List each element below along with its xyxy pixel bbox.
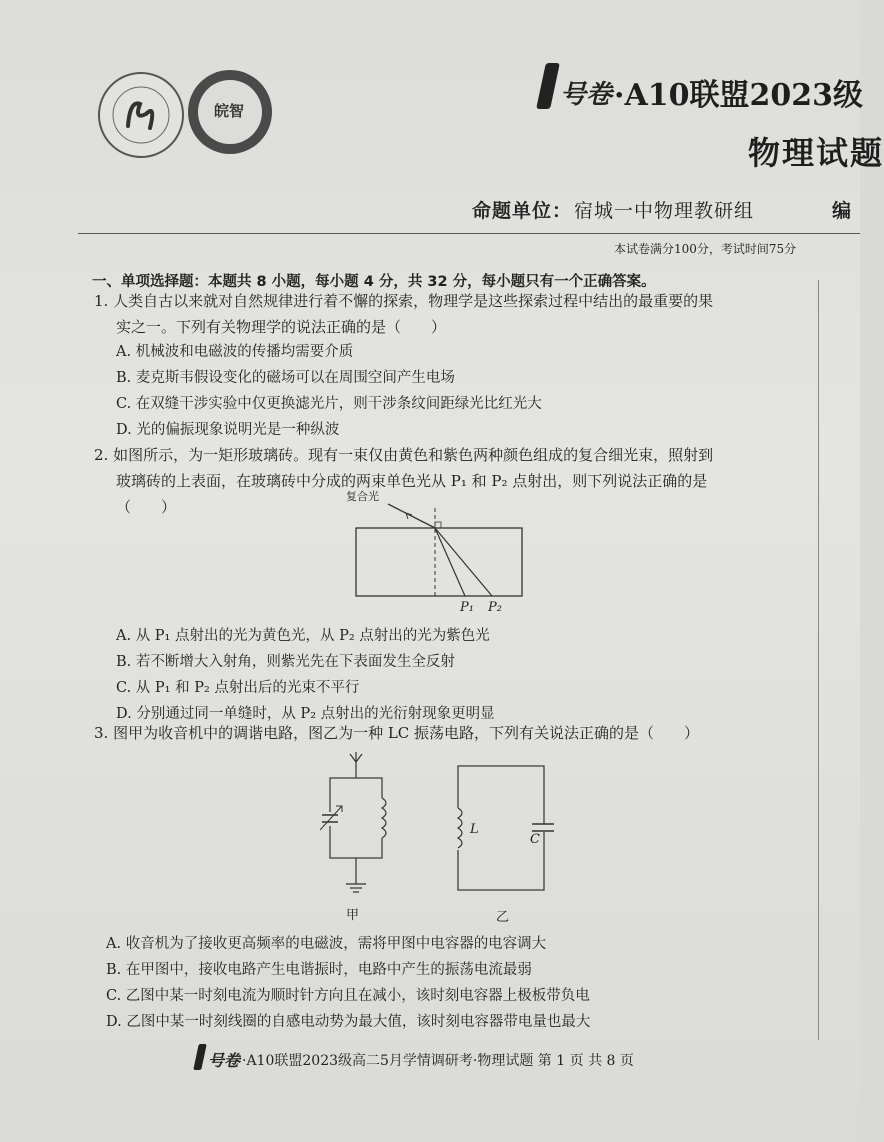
- q2-stem-line2: 玻璃砖的上表面，在玻璃砖中分成的两束单色光从 P₁ 和 P₂ 点射出，则下列说法正确的是: [116, 472, 708, 490]
- footer-text: ·A10联盟2023级高二5月学情调研考·物理试题 第 1 页 共 8 页: [242, 1053, 634, 1069]
- section-title: 一、单项选择题：本题共 8 小题，每小题 4 分，共 32 分，每小题只有一个正确答案。: [92, 274, 656, 290]
- header-rule: [78, 233, 860, 234]
- q3-tuning-circuit-figure: [320, 748, 410, 908]
- q2-glass-brick-figure: [340, 486, 540, 618]
- wanzhi-education-logo: [188, 70, 272, 154]
- q2-label-p1: P₁: [460, 600, 474, 615]
- q2-option-a: A. 从 P₁ 点射出的光为黄色光，从 P₂ 点射出的光为紫色光: [116, 628, 490, 644]
- q3-label-jia: 甲: [346, 908, 360, 923]
- q1-option-c: C. 在双缝干涉实验中仅更换滤光片，则干涉条纹间距绿光比红光大: [116, 396, 542, 412]
- q3-label-c: C: [530, 832, 540, 847]
- q2-stem-line1: 2. 如图所示，为一矩形玻璃砖。现有一束仅由黄色和紫色两种颜色组成的复合细光束，照射到: [94, 446, 714, 464]
- logo-center-text: 皖智: [214, 102, 245, 120]
- q2-stem-line3: （ ）: [116, 498, 177, 516]
- q1-stem-line1: 1. 人类自古以来就对自然规律进行着不懈的探索，物理学是这些探索过程中结出的最重要的果: [94, 292, 714, 310]
- q3-option-b: B. 在甲图中，接收电路产生电谐振时，电路中产生的振荡电流最弱: [106, 962, 532, 978]
- q3-label-yi: 乙: [496, 910, 510, 925]
- footer-brand: 号卷: [208, 1051, 241, 1070]
- q1-option-d: D. 光的偏振现象说明光是一种纵波: [116, 422, 340, 438]
- footer-brand-mark: [193, 1044, 207, 1070]
- q2-option-c: C. 从 P₁ 和 P₂ 点射出后的光束不平行: [116, 680, 360, 696]
- q3-option-d: D. 乙图中某一时刻线圈的自感电动势为最大值，该时刻电容器带电量也最大: [106, 1014, 591, 1030]
- subject-title: 物理试题: [748, 134, 884, 172]
- exam-note: 本试卷满分100分，考试时间75分: [614, 242, 797, 256]
- q1-stem-line2: 实之一。下列有关物理学的说法正确的是（ ）: [116, 318, 447, 336]
- brand-mark: [536, 63, 560, 109]
- unit-label: 命题单位：: [472, 200, 573, 222]
- q1-option-a: A. 机械波和电磁波的传播均需要介质: [116, 344, 354, 360]
- q2-option-b: B. 若不断增大入射角，则紫光先在下表面发生全反射: [116, 654, 455, 670]
- alliance-logo: [98, 72, 184, 158]
- q1-option-b: B. 麦克斯韦假设变化的磁场可以在周围空间产生电场: [116, 370, 455, 386]
- q3-option-c: C. 乙图中某一时刻电流为顺时针方向且在减小，该时刻电容器上极板带负电: [106, 988, 590, 1004]
- exam-title: ·A10联盟2023级: [614, 78, 863, 113]
- q3-stem: 3. 图甲为收音机中的调谐电路，图乙为一种 LC 振荡电路，下列有关说法正确的是（ ）: [94, 724, 700, 742]
- edit-label: 编: [832, 200, 853, 222]
- right-margin-rule: [818, 280, 819, 1040]
- q2-option-d: D. 分别通过同一单缝时，从 P₂ 点射出的光衍射现象更明显: [116, 706, 495, 722]
- unit-value: 宿城一中物理教研组: [574, 200, 755, 222]
- brand-name: 号卷: [560, 80, 613, 110]
- q2-label-p2: P₂: [488, 600, 502, 615]
- q2-label-composite-light: 复合光: [346, 490, 379, 503]
- q3-label-l: L: [470, 822, 479, 837]
- q3-option-a: A. 收音机为了接收更高频率的电磁波，需将甲图中电容器的电容调大: [106, 936, 547, 952]
- q3-lc-circuit-figure: [450, 760, 550, 896]
